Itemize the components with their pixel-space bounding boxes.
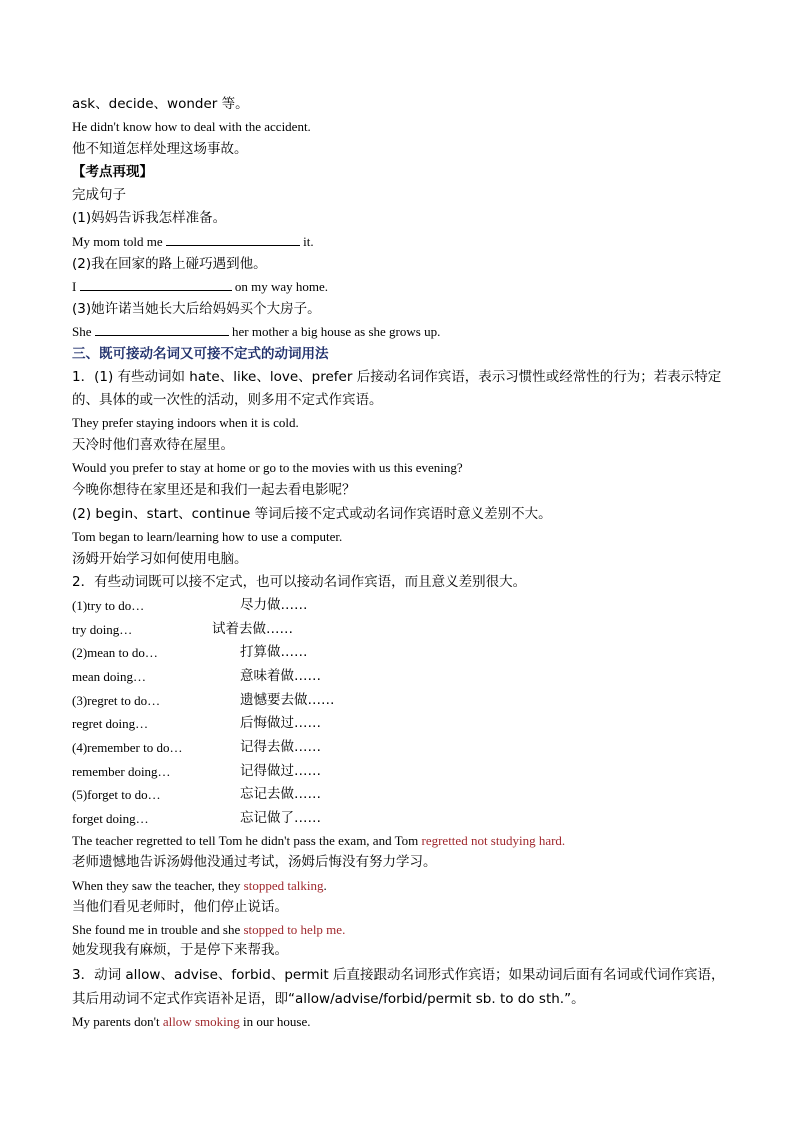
verb-pair-en: (4)remember to do… bbox=[72, 740, 183, 755]
exercise-blank-line bbox=[72, 233, 314, 251]
verb-pair-cn: 打算做…… bbox=[240, 644, 308, 660]
text-segment: She found me in trouble and she bbox=[72, 922, 244, 937]
translation-line: 他不知道怎样处理这场事故。 bbox=[72, 141, 248, 157]
example-sentence: They prefer staying indoors when it is cold. bbox=[72, 415, 299, 430]
verb-pair-cn: 尽力做…… bbox=[240, 597, 308, 613]
section-label-kaodian: 【考点再现】 bbox=[72, 164, 153, 180]
verb-pair-cn: 遗憾要去做…… bbox=[240, 692, 335, 708]
text-segment: My mom told me bbox=[72, 234, 166, 249]
verb-pair-en: (2)mean to do… bbox=[72, 645, 158, 660]
translation-line: 老师遗憾地告诉汤姆他没通过考试，汤姆后悔没有努力学习。 bbox=[72, 854, 437, 870]
highlighted-phrase: stopped to help me. bbox=[243, 922, 346, 937]
text-segment: When they saw the teacher, they bbox=[72, 878, 244, 893]
translation-line: 今晚你想待在家里还是和我们一起去看电影呢？ bbox=[72, 482, 356, 498]
exercise-blank-line bbox=[72, 278, 328, 296]
text-segment: on my way home. bbox=[231, 279, 328, 294]
paragraph-line: 2．有些动词既可以接不定式，也可以接动名词作宾语，而且意义差别很大。 bbox=[72, 574, 527, 590]
verb-pair-en: (5)forget to do… bbox=[72, 787, 161, 802]
verb-pair-cn: 意味着做…… bbox=[240, 668, 321, 684]
verb-pair-en: remember doing… bbox=[72, 764, 171, 779]
verb-pair-cn: 记得去做…… bbox=[240, 739, 321, 755]
translation-line: 天冷时他们喜欢待在屋里。 bbox=[72, 437, 234, 453]
translation-line: 她发现我有麻烦，于是停下来帮我。 bbox=[72, 942, 288, 958]
highlighted-phrase: regretted not studying hard. bbox=[421, 833, 566, 848]
verb-pair-cn: 忘记做了…… bbox=[240, 810, 321, 826]
text-segment: her mother a big house as she grows up. bbox=[228, 324, 441, 339]
example-sentence: Tom began to learn/learning how to use a computer. bbox=[72, 529, 343, 544]
answer-blank[interactable] bbox=[80, 278, 232, 291]
paragraph-line: 1．(1) 有些动词如 hate、like、love、prefer 后接动名词作宾语，表示习惯性或经常性的行为；若表示特定 bbox=[72, 369, 722, 385]
verb-pair-cn: 试着去做…… bbox=[212, 621, 293, 637]
exercise-title: 完成句子 bbox=[72, 187, 126, 203]
text-segment: My parents don't bbox=[72, 1014, 163, 1029]
exercise-item: (1)妈妈告诉我怎样准备。 bbox=[72, 210, 227, 226]
paragraph-line: 的、具体的或一次性的活动，则多用不定式作宾语。 bbox=[72, 392, 383, 408]
verb-pair-en: mean doing… bbox=[72, 669, 147, 684]
highlighted-phrase: allow smoking bbox=[162, 1014, 240, 1029]
highlighted-phrase: stopped talking bbox=[243, 878, 324, 893]
answer-blank[interactable] bbox=[166, 233, 300, 246]
example-sentence: Would you prefer to stay at home or go to the movies with us this evening? bbox=[72, 460, 463, 475]
exercise-item: (3)她许诺当她长大后给妈妈买个大房子。 bbox=[72, 301, 321, 317]
paragraph-line: 其后用动词不定式作宾语补足语，即“allow/advise/forbid/permit sb. to do sth.”。 bbox=[72, 991, 585, 1007]
text-segment: The teacher regretted to tell Tom he didn't pass the exam, and Tom bbox=[72, 833, 422, 848]
text-line: ask、decide、wonder 等。 bbox=[72, 96, 249, 112]
verb-pair-cn: 忘记去做…… bbox=[240, 786, 321, 802]
exercise-item: (2)我在回家的路上碰巧遇到他。 bbox=[72, 256, 267, 272]
verb-pair-cn: 后悔做过…… bbox=[240, 715, 321, 731]
text-segment: I bbox=[72, 279, 80, 294]
section-heading: 三、既可接动名词又可接不定式的动词用法 bbox=[72, 346, 329, 362]
paragraph-line: 3．动词 allow、advise、forbid、permit 后直接跟动名词形式作宾语；如果动词后面有名词或代词作宾语， bbox=[72, 967, 725, 983]
example-sentence bbox=[72, 921, 345, 939]
answer-blank[interactable] bbox=[95, 323, 229, 336]
paragraph-line: (2) begin、start、continue 等词后接不定式或动名词作宾语时意义差别不大。 bbox=[72, 506, 552, 522]
exercise-blank-line bbox=[72, 323, 440, 341]
text-segment: She bbox=[72, 324, 95, 339]
example-sentence bbox=[72, 1013, 311, 1031]
translation-line: 当他们看见老师时，他们停止说话。 bbox=[72, 899, 288, 915]
example-sentence bbox=[72, 832, 565, 850]
text-segment: . bbox=[323, 878, 327, 893]
verb-pair-en: try doing… bbox=[72, 622, 133, 637]
verb-pair-en: (3)regret to do… bbox=[72, 693, 161, 708]
verb-pair-en: forget doing… bbox=[72, 811, 149, 826]
text-segment: in our house. bbox=[239, 1014, 311, 1029]
example-sentence: He didn't know how to deal with the accident. bbox=[72, 119, 311, 134]
translation-line: 汤姆开始学习如何使用电脑。 bbox=[72, 551, 248, 567]
verb-pair-en: (1)try to do… bbox=[72, 598, 145, 613]
text-segment: it. bbox=[299, 234, 314, 249]
verb-pair-en: regret doing… bbox=[72, 716, 149, 731]
verb-pair-cn: 记得做过…… bbox=[240, 763, 321, 779]
example-sentence bbox=[72, 877, 327, 895]
